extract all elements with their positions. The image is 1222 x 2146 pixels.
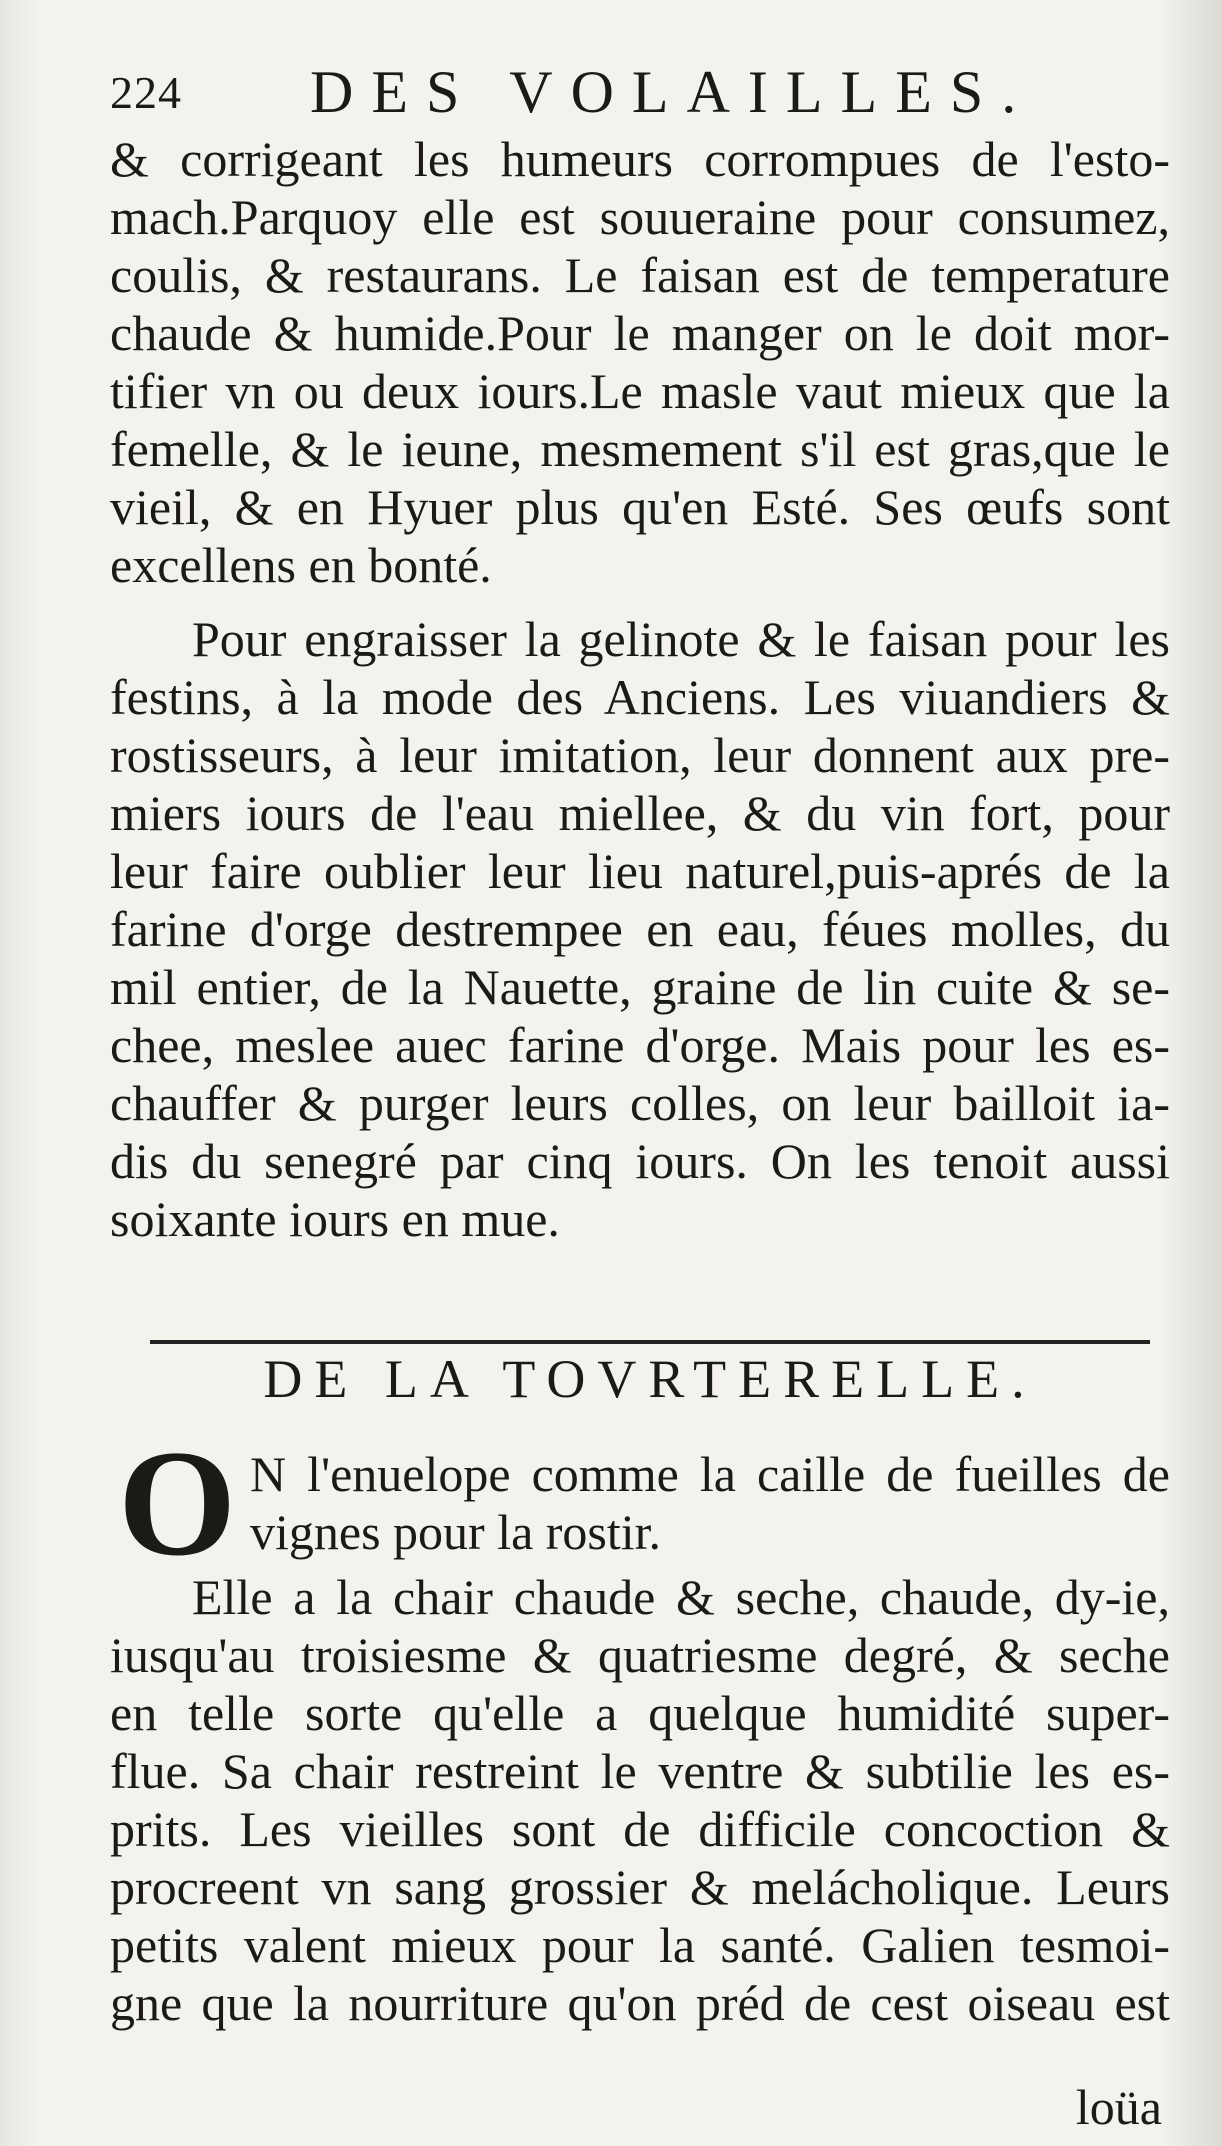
running-head: DES VOLAILLES. (310, 59, 1035, 125)
text-line: vieil, & en Hyuer plus qu'en Esté. Ses œufs sont (110, 479, 1170, 535)
paragraph-tourterelle (110, 1568, 1170, 2032)
text-line: chee, meslee auec farine d'orge. Mais pour les es- (110, 1017, 1170, 1073)
section-divider (150, 1340, 1150, 1344)
text-line: Elle a la chair chaude & seche, chaude, dy-ie, (192, 1569, 1170, 1625)
text-line: miers iours de l'eau miellee, & du vin fort, pour (110, 785, 1170, 841)
text-line: chauffer & purger leurs colles, on leur bailloit ia- (110, 1075, 1170, 1131)
drop-cap: O (118, 1419, 237, 1587)
text-line: excellens en bonté. (110, 537, 492, 593)
text-line: procreent vn sang grossier & melácholique. Leurs (110, 1859, 1170, 1915)
catchword: loüa (1075, 2079, 1162, 2135)
text-line: mil entier, de la Nauette, graine de lin cuite & se- (110, 959, 1170, 1015)
text-line: leur faire oublier leur lieu naturel,puis-aprés de la (110, 843, 1170, 899)
text-line: festins, à la mode des Anciens. Les viuandiers & (110, 669, 1170, 725)
text-line: dis du senegré par cinq iours. On les tenoit aussi (110, 1133, 1170, 1189)
text-line: rostisseurs, à leur imitation, leur donnent aux pre- (110, 727, 1170, 783)
text-line: prits. Les vieilles sont de difficile concoction & (110, 1801, 1170, 1857)
text-line: chaude & humide.Pour le manger on le doit mor- (110, 305, 1170, 361)
text-line: petits valent mieux pour la santé. Galien tesmoi- (110, 1917, 1170, 1973)
text-line: tifier vn ou deux iours.Le masle vaut mieux que la (110, 363, 1170, 419)
text-line: & corrigeant les humeurs corrompues de l'esto- (110, 131, 1170, 187)
text-line: femelle, & le ieune, mesmement s'il est gras,que le (110, 421, 1170, 477)
text-line: coulis, & restaurans. Le faisan est de temperature (110, 247, 1170, 303)
text-line: flue. Sa chair restreint le ventre & subtilie les es- (110, 1743, 1170, 1799)
page-header (110, 58, 1150, 128)
text-line: iusqu'au troisiesme & quatriesme degré, & seche (110, 1627, 1170, 1683)
text-line: mach.Parquoy elle est souueraine pour consumez, (110, 189, 1170, 245)
section-title: DE LA TOVRTERELLE. (263, 1349, 1037, 1409)
page-number: 224 (110, 67, 182, 118)
text-line: gne que la nourriture qu'on préd de cest oiseau est (110, 1975, 1170, 2031)
text-line: soixante iours en mue. (110, 1191, 560, 1247)
text-line: farine d'orge destrempee en eau, féues molles, du (110, 901, 1170, 957)
text-line: vignes pour la rostir. (250, 1504, 662, 1560)
text-line: Pour engraisser la gelinote & le faisan pour les (192, 611, 1170, 667)
text-line: en telle sorte qu'elle a quelque humidité super- (110, 1685, 1170, 1741)
paragraph-faisan (110, 130, 1170, 594)
text-line: N l'enuelope comme la caille de fueilles de (250, 1446, 1170, 1502)
paragraph-engraisser (110, 610, 1170, 1248)
